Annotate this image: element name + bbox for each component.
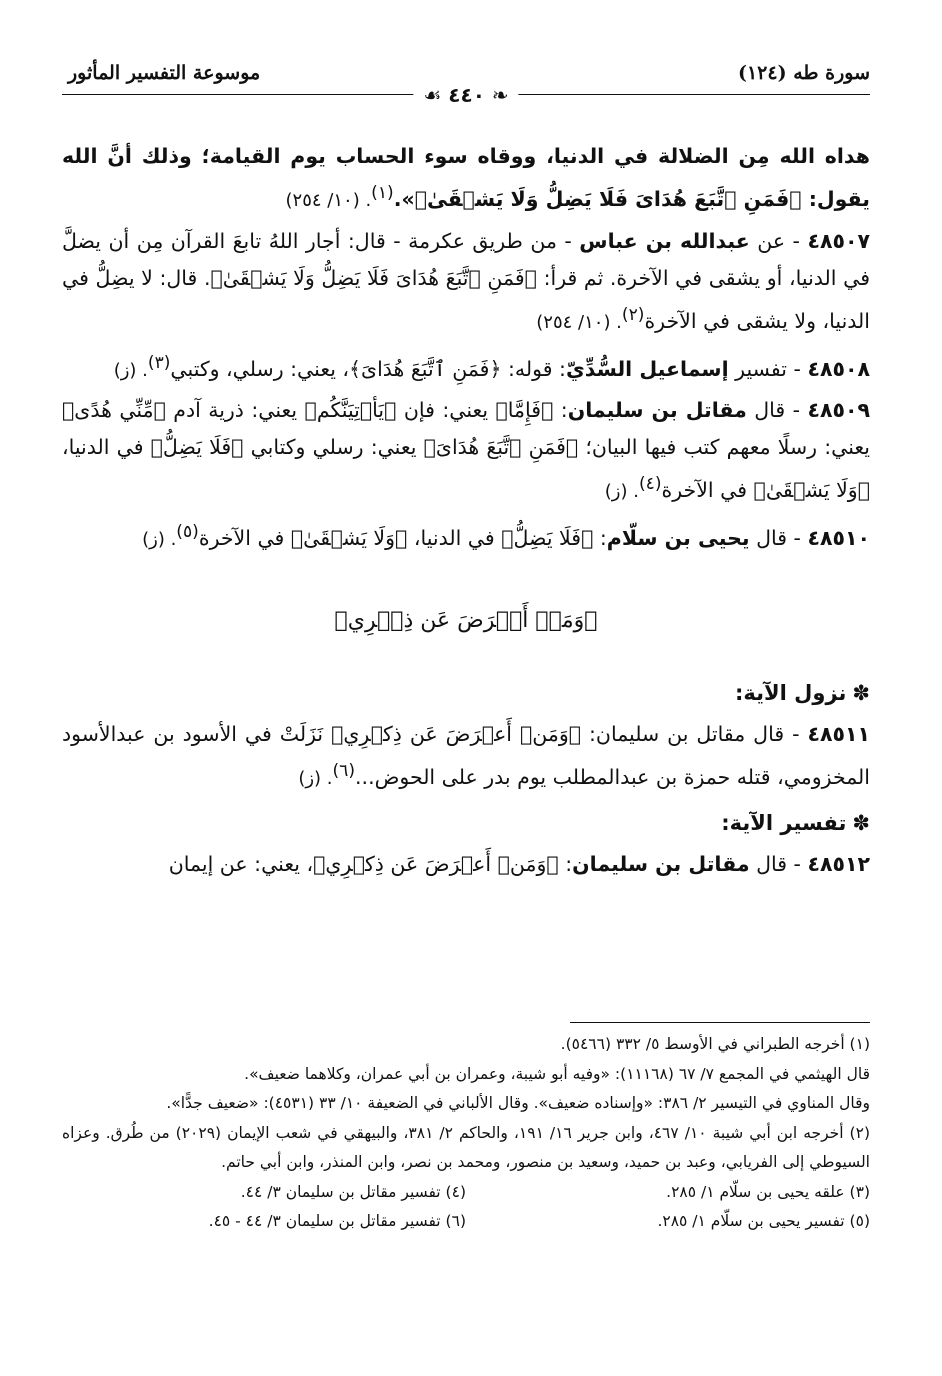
narration-48507: [62, 223, 870, 341]
footnote-1-note: وقال المناوي في التيسير ٢/ ٣٨٦: «وإسناده ضعيف». وقال الألباني في الضعيفة ١٠/ ٣٣ (٤٥٣١): «ضعيف جدًّا».: [166, 1094, 870, 1112]
narration-intro: - قال: [746, 398, 808, 423]
narrator-name: مقاتل بن سليمان: [567, 398, 747, 423]
narration-text: - من طريق عكرمة - قال: أجار اللهُ تابعَ القرآن مِن أن يضلَّ في الدنيا، أو يشقى في الآخرة. ثم قرأ: ﴿فَمَنِ ٱتَّبَعَ هُدَاىَ فَلَا يَضِلُّ وَلَا يَشۡقَىٰ﴾. قال: لا يضِلُّ في الدنيا، ولا يشقى في الآخرة: [62, 228, 870, 333]
narration-number: ٤٨٥١٢: [807, 851, 870, 876]
star-ornament-icon: ✽: [852, 810, 870, 835]
section-heading-nuzul: [62, 675, 870, 712]
page-number-value: ٤٤٠: [448, 83, 485, 107]
narration-text: : قوله: ﴿فَمَنِ ٱتَّبَعَ هُدَاىَ﴾، يعني: رسلي، وكتبي: [170, 356, 566, 381]
narration-number: ٤٨٥١١: [807, 722, 870, 747]
footnote-4: (٤) تفسير مقاتل بن سليمان ٣/ ٤٤.: [240, 1182, 466, 1201]
narration-number: ٤٨٥٠٨: [807, 356, 870, 381]
narration-48511: [62, 716, 870, 797]
footnote-ref: (٥): [176, 522, 199, 543]
footnote-ref: (٢): [621, 304, 645, 325]
narration-text: : ﴿فَلَا يَضِلُّ﴾ في الدنيا، ﴿وَلَا يَشۡقَىٰ﴾ في الآخرة: [198, 526, 607, 551]
footnote-ref: (٦): [332, 761, 356, 782]
paragraph-continuation: [62, 138, 870, 219]
narration-48510: [62, 514, 870, 558]
star-ornament-icon: ✽: [852, 681, 870, 706]
footnote-divider: [570, 1022, 870, 1023]
footnote-ref: (٤): [638, 474, 662, 495]
narration-48509: [62, 392, 870, 510]
narration-number: ٤٨٥١٠: [807, 526, 870, 551]
narration-intro: - قال: [749, 851, 808, 876]
narration-number: ٤٨٥٠٧: [807, 228, 870, 253]
narration-intro: - تفسير: [728, 356, 808, 381]
narrator-name: يحيى بن سلّام: [606, 526, 750, 551]
section-title: نزول الآية:: [735, 681, 847, 706]
footnote-ref: (٣): [147, 352, 171, 373]
source-ref: . (ز): [142, 529, 177, 551]
book-page: [62, 0, 870, 1376]
footnote-2: (٢) أخرجه ابن أبي شيبة ١٠/ ٤٦٧، وابن جرير ١٦/ ١٩١، والحاكم ٢/ ٣٨١، والبيهقي في شعب الإيمان (٢٠٢٩) من طُرق. وعزاه السيوطي إلى الفريابي، وعبد بن حميد، وسعيد بن منصور، ومحمد بن نصر، وابن المنذر، وابن أبي حاتم.: [62, 1123, 870, 1171]
narrator-name: إسماعيل السُّدِّيّ: [565, 356, 729, 381]
narration-intro: - قال: [749, 526, 808, 551]
narration-text: : ﴿وَمَنۡ أَعۡرَضَ عَن ذِكۡرِي﴾، يعني: عن إيمان: [168, 851, 573, 876]
narration-intro: - عن: [749, 228, 808, 253]
footnote-row: [62, 1178, 870, 1208]
footnote-5: (٥) تفسير يحيى بن سلّام ١/ ٢٨٥.: [657, 1212, 870, 1230]
narrator-name: مقاتل بن سليمان: [572, 851, 750, 876]
narration-48508: [62, 345, 870, 389]
narration-number: ٤٨٥٠٩: [807, 398, 870, 423]
section-title: تفسير الآية:: [721, 810, 847, 835]
surah-label: سورة طه (١٢٤): [737, 62, 870, 84]
section-heading-tafsir: [62, 805, 870, 842]
source-ref: . (ز): [298, 767, 333, 789]
footnote-3: (٣) علقه يحيى بن سلّام ١/ ٢٨٥.: [666, 1182, 870, 1201]
footnote-1-note: قال الهيثمي في المجمع ٧/ ٦٧ (١١١٦٨): «وفيه أبو شيبة، وعمران بن أبي عمران، وكلاهما ضعيف».: [244, 1064, 870, 1083]
page-header: [62, 62, 870, 107]
narration-text: - قال مقاتل بن سليمان: ﴿وَمَنۡ أَعۡرَضَ عَن ذِكۡرِي﴾ نَزَلَتْ في الأسود بن عبدالأسود المخزومي، قتله حمزة بن عبدالمطلب يوم بدر على الحوض...: [62, 722, 870, 789]
footnote-1: (١) أخرجه الطبراني في الأوسط ٥/ ٣٣٢ (٥٤٦٦).: [560, 1035, 870, 1053]
source-ref: . (ز): [113, 359, 148, 381]
narration-48512: [62, 846, 870, 883]
footnote-ref: (١): [371, 183, 394, 203]
source-ref: . (١٠/ ٢٥٤): [536, 311, 622, 333]
source-ref: . (ز): [604, 481, 639, 503]
ayah-heading: ﴿وَمَنۡ أَعۡرَضَ عَن ذِكۡرِي﴾: [334, 608, 598, 634]
footnote-row: [62, 1207, 870, 1237]
narrator-name: عبدالله بن عباس: [579, 228, 750, 253]
footnotes: [62, 1030, 870, 1237]
book-title: موسوعة التفسير المأثور: [68, 62, 261, 84]
main-text: [62, 138, 870, 887]
paragraph-text: هداه الله مِن الضلالة في الدنيا، ووقاه سوء الحساب يوم القيامة؛ وذلك أنَّ الله يقول: ﴿فَمَنِ ٱتَّبَعَ هُدَاىَ فَلَا يَضِلُّ وَلَا يَشۡقَىٰ﴾».: [62, 144, 870, 211]
source-ref: . (١٠/ ٢٥٤): [285, 189, 372, 211]
page-number: ❧ ٤٤٠ ☙: [413, 83, 518, 107]
narration-text: : ﴿فَإِمَّا﴾ يعني: فإن ﴿يَأۡتِيَنَّكُم﴾ يعني: ذرية آدم ﴿مِّنِّي هُدًى﴾ يعني: رسلًا معهم كتب فيها البيان؛ ﴿فَمَنِ ٱتَّبَعَ هُدَاىَ﴾ يعني: رسلي وكتابي ﴿فَلَا يَضِلُّ﴾ في الدنيا، ﴿وَلَا يَشۡقَىٰ﴾ في الآخرة: [62, 398, 870, 503]
footnote-6: (٦) تفسير مقاتل بن سليمان ٣/ ٤٤ - ٤٥.: [208, 1212, 466, 1230]
